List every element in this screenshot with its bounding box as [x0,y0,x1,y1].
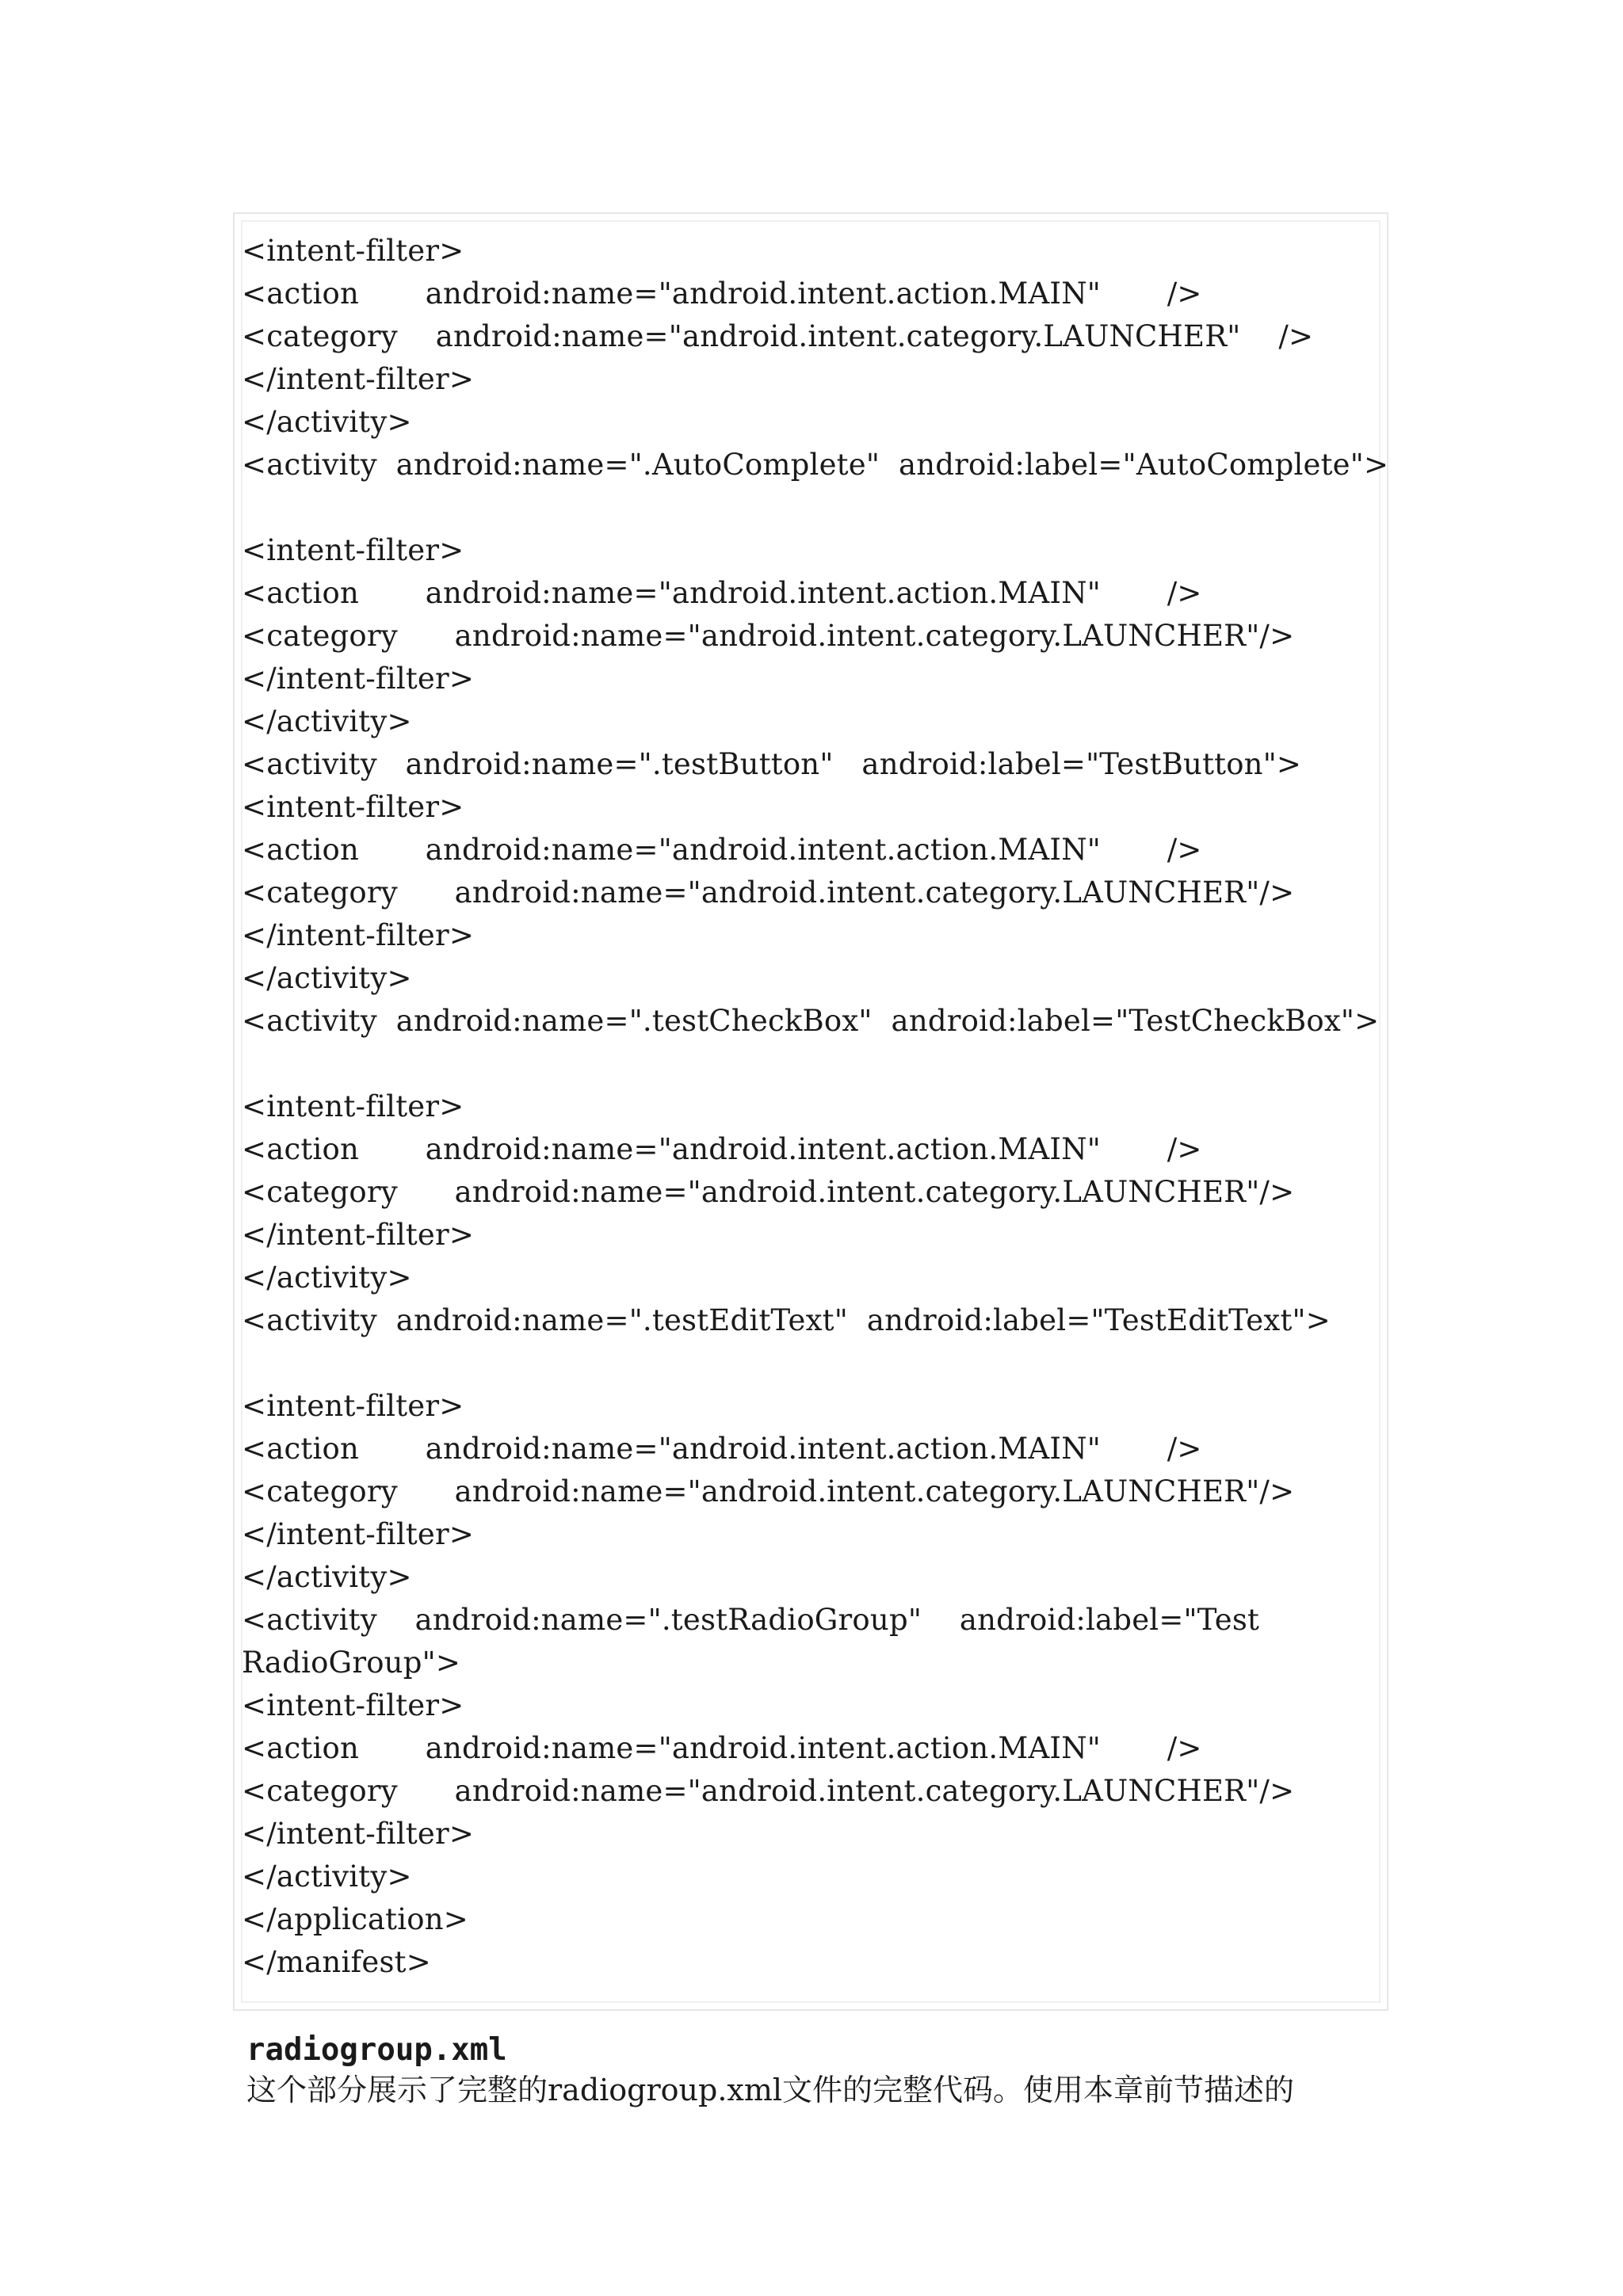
code-line: </activity> [242,1560,412,1594]
code-line: <intent-filter> [242,1688,464,1722]
code-line [242,1043,1383,1085]
code-line: <activity android:name=".testButton" android:label="TestButton"> [242,747,1302,781]
code-line: <activity android:name=".AutoComplete" android:label="AutoComplete"> [242,448,1389,482]
code-line: <action android:name="android.intent.action.MAIN" /> [242,1432,1202,1466]
code-line: <action android:name="android.intent.action.MAIN" /> [242,277,1202,311]
code-line: <category android:name="android.intent.category.LAUNCHER"/> [242,875,1295,910]
code-line: </activity> [242,704,412,738]
code-line: <activity android:name=".testCheckBox" android:label="TestCheckBox"> [242,1004,1380,1038]
section-paragraph: 这个部分展示了完整的radiogroup.xml文件的完整代码。使用本章前节描述的 [246,2073,1295,2107]
code-line: <activity android:name=".testEditText" android:label="TestEditText"> [242,1303,1331,1337]
code-line: <activity android:name=".testRadioGroup" android:label="Test [242,1603,1260,1637]
code-line: <intent-filter> [242,1089,464,1123]
code-line: </activity> [242,405,412,439]
code-line: </intent-filter> [242,918,475,952]
code-block [242,230,1389,1984]
code-line: <category android:name="android.intent.category.LAUNCHER"/> [242,619,1295,653]
section-title: radiogroup.xml [246,2032,507,2068]
code-line: </intent-filter> [242,1218,475,1252]
code-line: <action android:name="android.intent.action.MAIN" /> [242,833,1202,867]
code-line: RadioGroup"> [242,1646,461,1680]
code-line: <intent-filter> [242,533,464,567]
code-line [242,1342,1383,1385]
code-line: </intent-filter> [242,1817,475,1851]
code-line: <intent-filter> [242,234,464,268]
code-line: <category android:name="android.intent.category.LAUNCHER" /> [242,319,1314,353]
code-line [242,486,1383,529]
code-line: </activity> [242,1859,412,1894]
code-line: </application> [242,1902,468,1936]
code-line: <intent-filter> [242,790,464,824]
code-line: </manifest> [242,1945,431,1979]
code-line: <category android:name="android.intent.category.LAUNCHER"/> [242,1774,1295,1808]
code-line: </intent-filter> [242,362,475,396]
code-line: </activity> [242,1261,412,1295]
code-line: <category android:name="android.intent.category.LAUNCHER"/> [242,1175,1295,1209]
code-line: <action android:name="android.intent.action.MAIN" /> [242,576,1202,610]
code-line: <action android:name="android.intent.action.MAIN" /> [242,1132,1202,1166]
code-line: </intent-filter> [242,1517,475,1551]
code-line: <intent-filter> [242,1389,464,1423]
code-line: </activity> [242,961,412,995]
code-line: </intent-filter> [242,662,475,696]
code-line: <action android:name="android.intent.action.MAIN" /> [242,1731,1202,1765]
code-line: <category android:name="android.intent.category.LAUNCHER"/> [242,1474,1295,1508]
